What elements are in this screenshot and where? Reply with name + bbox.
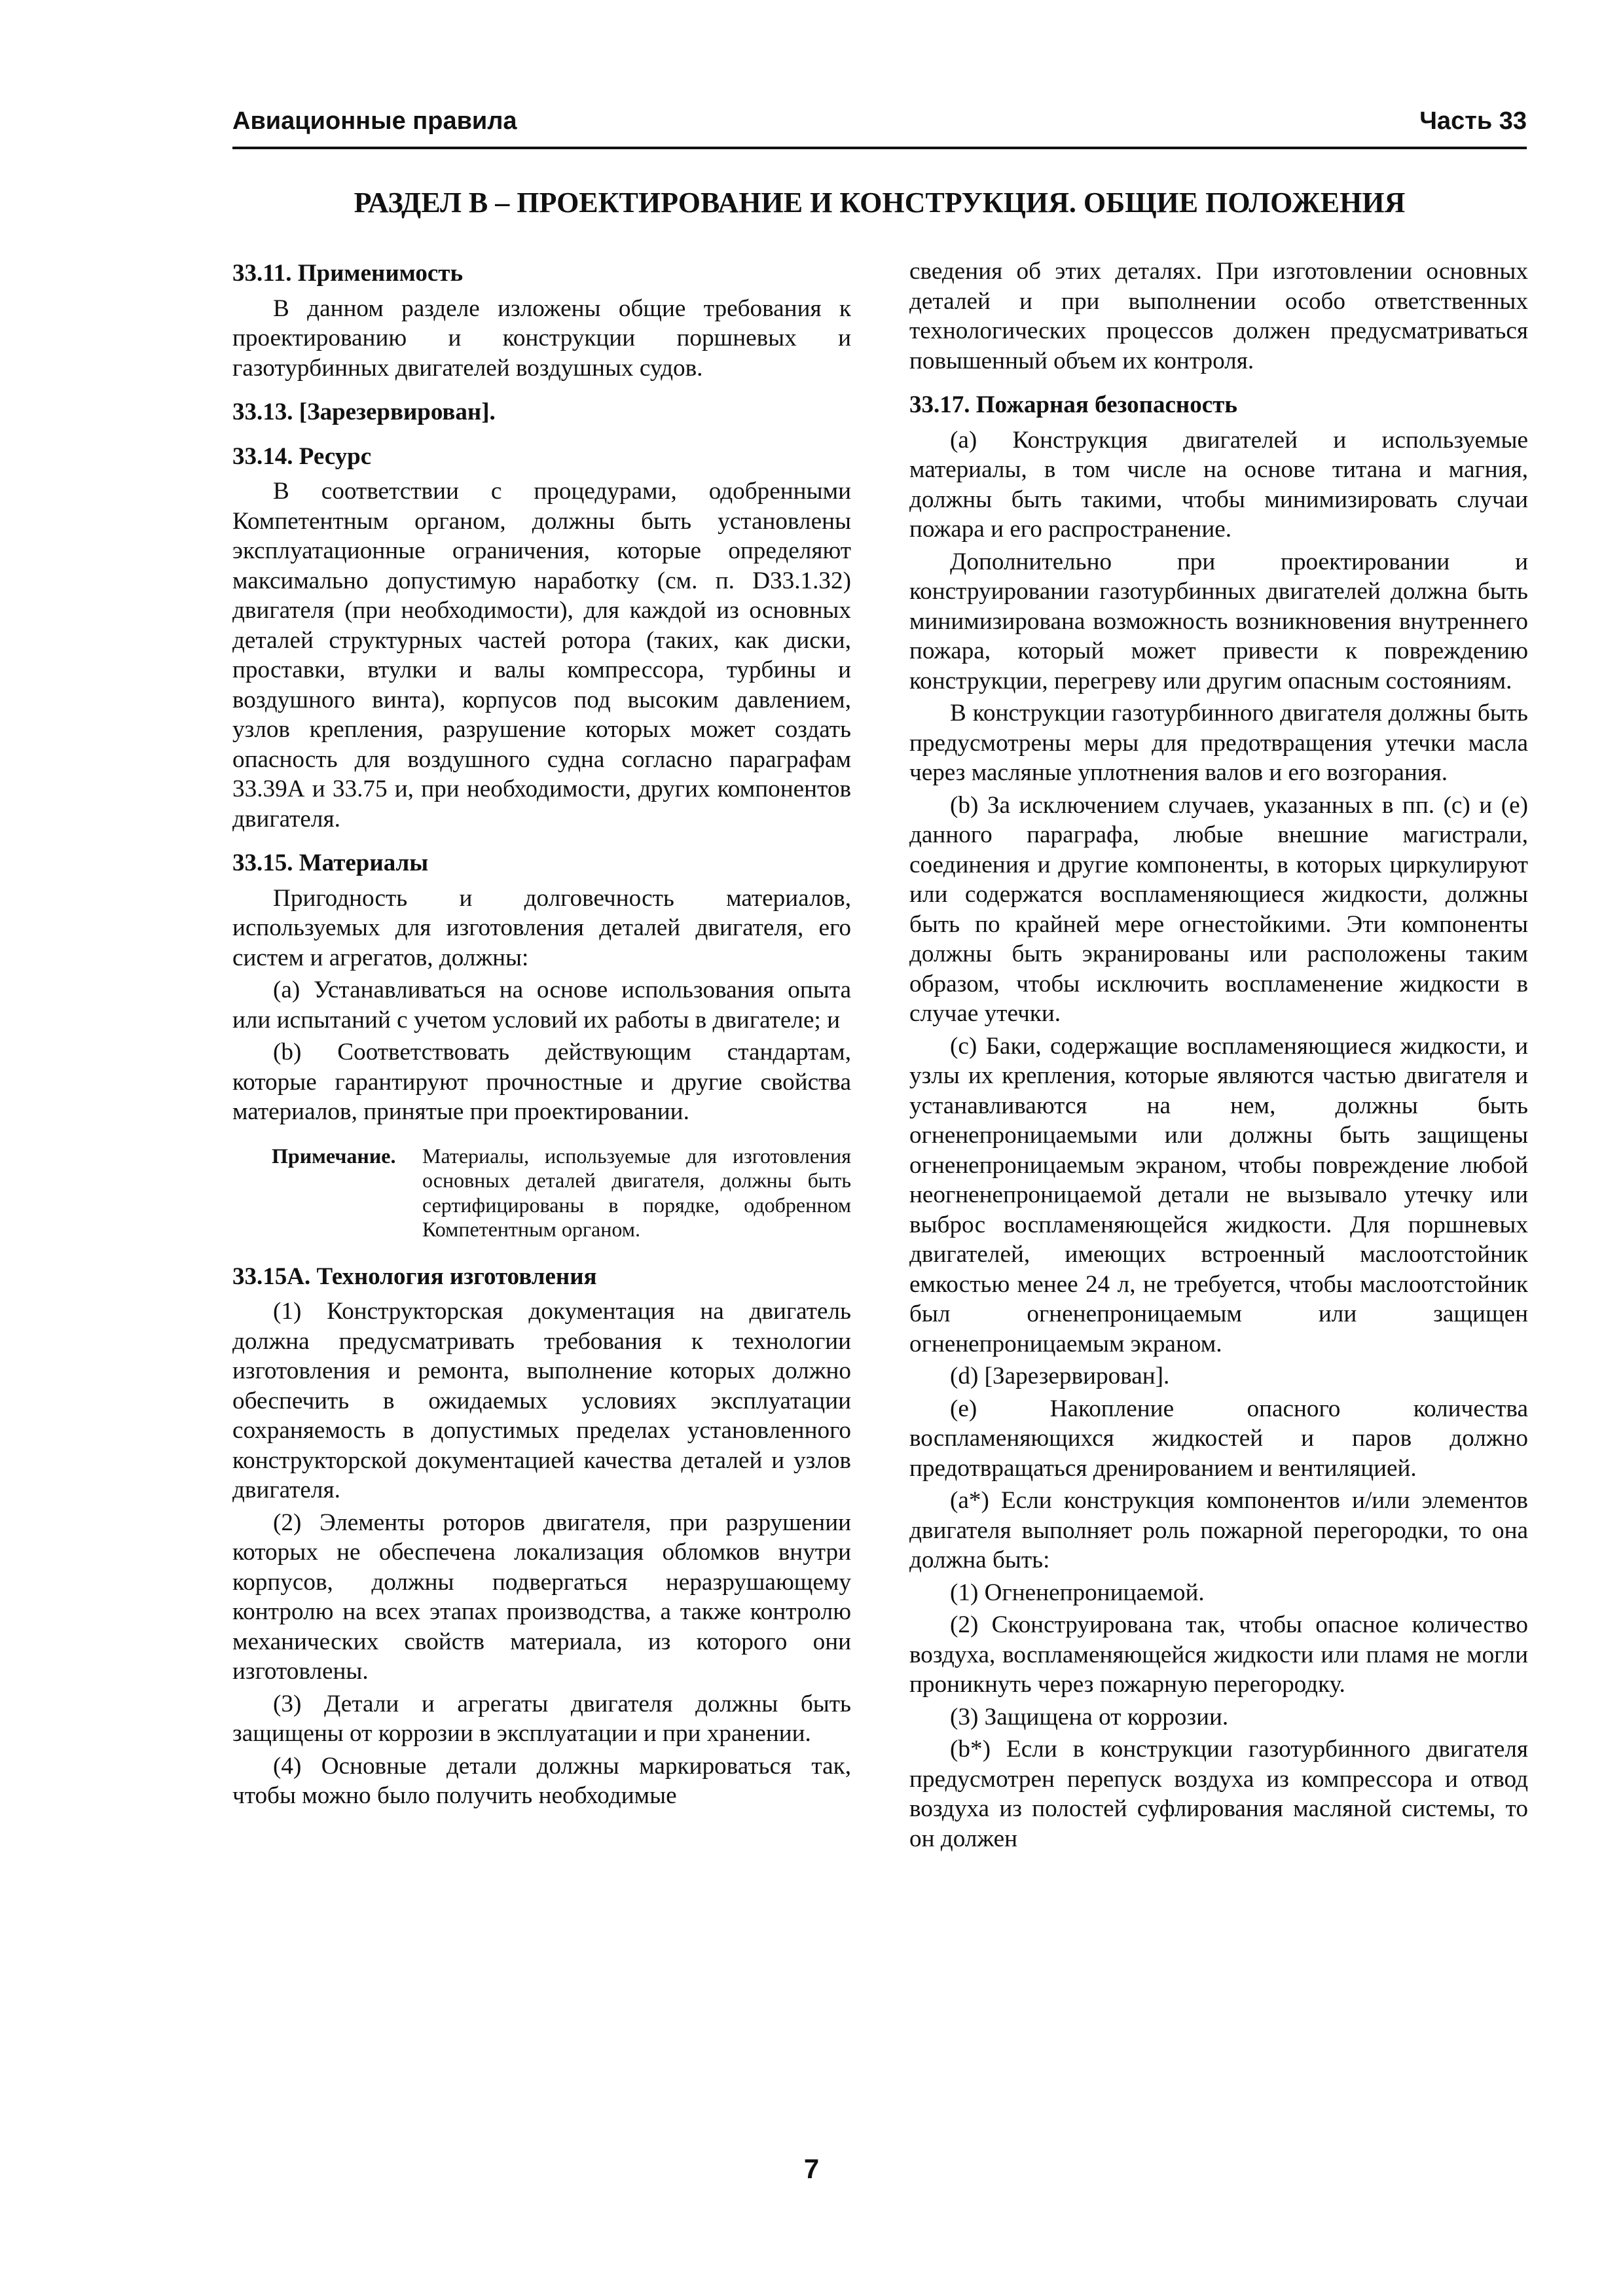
section-title: РАЗДЕЛ В – ПРОЕКТИРОВАНИЕ И КОНСТРУКЦИЯ. ОБЩИЕ ПОЛОЖЕНИЯ: [354, 187, 1406, 219]
continued-text: [909, 257, 1528, 376]
note-text: Материалы, используемые для изготовления основных деталей двигателя, должны быть сертифицированы в порядке, одобренном Компетентным органом.: [422, 1143, 851, 1241]
paragraph: В конструкции газотурбинного двигателя должны быть предусмотрены меры для предотвращения утечки масла через масляные уплотнения валов и его возгорания.: [909, 700, 1528, 786]
section-33-15a: [232, 1262, 851, 1811]
section-heading: 33.13. [Зарезервирован].: [232, 399, 496, 425]
paragraph: (d) [Зарезервирован].: [950, 1363, 1170, 1390]
section-heading: 33.17. Пожарная безопасность: [909, 391, 1237, 418]
section-heading: 33.15А. Технология изготовления: [232, 1263, 597, 1290]
paragraph: В данном разделе изложены общие требования к проектированию и конструкции поршневых и газотурбинных двигателей воздушных судов.: [232, 295, 851, 382]
right-column: [909, 257, 1528, 1868]
section-33-11: [232, 259, 851, 383]
section-33-14: [232, 442, 851, 834]
running-header: [232, 105, 1527, 149]
paragraph: (2) Сконструирована так, чтобы опасное количество воздуха, воспламеняющейся жидкости или пламя не могли проникнуть через пожарную перегородку.: [909, 1611, 1528, 1698]
paragraph: (a) Конструкция двигателей и используемые материалы, в том числе на основе титана и магния, должны быть такими, чтобы минимизировать случаи пожара и его распространение.: [909, 426, 1528, 543]
paragraph: В соответствии с процедурами, одобренными Компетентным органом, должны быть установлены эксплуатационные ограничения, которые определяют максимально допустимую наработку (см. п. D33.1.32) двигателя (при необходимости), для каждой из основных деталей структурных частей ротора (таких, как диски, проставки, втулки и валы компрессора, турбины и воздушного винта), корпусов под высоким давлением, узлов крепления, разрушение которых может создать опасность для воздушного судна согласно параграфам 33.39А и 33.75 и, при необходимости, других компонентов двигателя.: [232, 478, 851, 833]
section-33-13: [232, 397, 851, 427]
paragraph: (a) Устанавливаться на основе использования опыта или испытаний с учетом условий их работы в двигателе; и: [232, 977, 851, 1033]
note-label: Примечание.: [272, 1143, 396, 1168]
paragraph: (e) Накопление опасного количества воспламеняющихся жидкостей и паров должно предотвращаться дренированием и вентиляцией.: [909, 1395, 1528, 1482]
section-heading: 33.11. Применимость: [232, 260, 464, 287]
paragraph: (2) Элементы роторов двигателя, при разрушении которых не обеспечена локализация обломков внутри корпусов, должны подвергаться неразрушающему контролю на всех этапах производства, а также контролю механических свойств материала, из которого они изготовлены.: [232, 1509, 851, 1685]
paragraph: (a*) Если конструкция компонентов и/или элементов двигателя выполняет роль пожарной перегородки, то она должна быть:: [909, 1487, 1528, 1573]
paragraph: Пригодность и долговечность материалов, используемых для изготовления деталей двигателя, его систем и агрегатов, должны:: [232, 884, 851, 971]
section-heading: 33.14. Ресурс: [232, 442, 372, 470]
note: [272, 1144, 851, 1242]
paragraph: (3) Защищена от коррозии.: [950, 1703, 1229, 1731]
section-33-15: [232, 848, 851, 1242]
paragraph: (b) Соответствовать действующим стандартам, которые гарантируют прочностные и другие свойства материалов, принятые при проектировании.: [232, 1039, 851, 1125]
paragraph: (b) За исключением случаев, указанных в пп. (c) и (e) данного параграфа, любые внешние магистрали, соединения и другие компоненты, в которых циркулируют или содержатся воспламеняющиеся жидкости, должны быть по крайней мере огнестойкими. Эти компоненты должны быть экранированы или расположены таким образом, чтобы исключить воспламенение жидкости в случае утечки.: [909, 791, 1528, 1027]
paragraph: (1) Конструкторская документация на двигатель должна предусматривать требования к технологии изготовления и ремонта, выполнение которых должно обеспечить в ожидаемых условиях эксплуатации сохраняемость в допустимых пределах установленного конструкторской документацией качества деталей и узлов двигателя.: [232, 1298, 851, 1503]
header-part-label: Часть 33: [1419, 107, 1527, 135]
section-heading: 33.15. Материалы: [232, 850, 429, 876]
left-column: [232, 259, 851, 1825]
paragraph: (4) Основные детали должны маркироваться так, чтобы можно было получить необходимые: [232, 1752, 851, 1809]
paragraph: Дополнительно при проектировании и конструировании газотурбинных двигателей должна быть минимизирована возможность возникновения внутреннего пожара, который может привести к повреждению конструкции, перегреву или другим опасным состояниям.: [909, 548, 1528, 694]
paragraph: (b*) Если в конструкции газотурбинного двигателя предусмотрен перепуск воздуха из компрессора и отвод воздуха из полостей суфлирования масляной системы, то он должен: [909, 1736, 1528, 1852]
paragraph: (c) Баки, содержащие воспламеняющиеся жидкости, и узлы их крепления, которые являются частью двигателя и устанавливаются на нем, должны быть огненепроницаемыми или должны быть защищены огненепроницаемым экраном, чтобы повреждение любой неогненепроницаемой детали не вызывало утечку или выброс воспламеняющейся жидкости. Для поршневых двигателей, имеющих встроенный маслоотстойник емкостью менее 24 л, не требуется, чтобы маслоотстойник был огненепроницаемым или защищен огненепроницаемым экраном.: [909, 1032, 1528, 1357]
header-document-title: Авиационные правила: [232, 107, 517, 135]
page-number: 7: [803, 2153, 820, 2184]
paragraph: сведения об этих деталях. При изготовлении основных деталей и при выполнении особо ответственных технологических процессов должен предусматриваться повышенный объем их контроля.: [909, 258, 1528, 374]
paragraph: (1) Огненепроницаемой.: [950, 1579, 1205, 1606]
section-33-17: [909, 390, 1528, 1854]
paragraph: (3) Детали и агрегаты двигателя должны быть защищены от коррозии в эксплуатации и при хранении.: [232, 1690, 851, 1747]
